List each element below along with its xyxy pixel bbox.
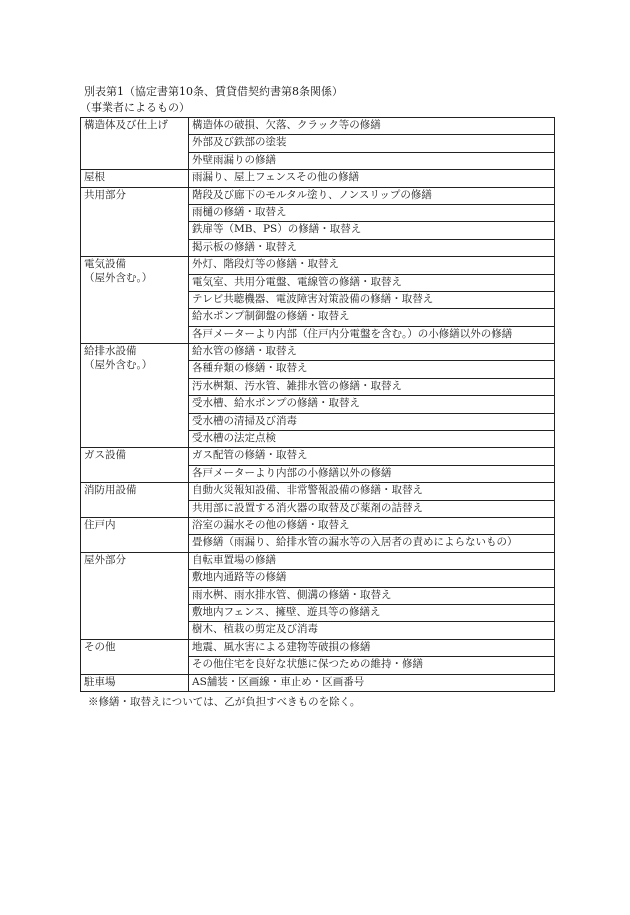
item-cell: 外灯、階段灯等の修繕・取替え (189, 257, 555, 274)
item-cell: 受水槽の法定点検 (189, 431, 555, 448)
table-row (81, 344, 555, 361)
category-cell (81, 674, 189, 691)
item-cell: 各種弁類の修繕・取替え (189, 361, 555, 378)
item-cell: 敷地内通路等の修繕 (189, 570, 555, 587)
item-cell: 自転車置場の修繕 (189, 552, 555, 569)
item-cell: 各戸メーターより内部（住戸内分電盤を含む。）の小修繕以外の修繕 (189, 326, 555, 343)
item-cell: 雨樋の修繕・取替え (189, 204, 555, 221)
category-label: 構造体及び仕上げ (84, 119, 168, 131)
item-cell: 階段及び廊下のモルタル塗り、ノンスリップの修繕 (189, 187, 555, 204)
repair-responsibility-table (80, 117, 555, 692)
category-cell (81, 257, 189, 344)
item-cell: 雨漏り、屋上フェンスその他の修繕 (189, 170, 555, 187)
item-cell: 雨水桝、雨水排水管、側溝の修繕・取替え (189, 587, 555, 604)
category-label: 給排水設備 (84, 345, 137, 358)
item-cell: テレビ共聴機器、電波障害対策設備の修繕・取替え (189, 291, 555, 308)
item-cell: 浴室の漏水その他の修繕・取替え (189, 517, 555, 534)
table-row (81, 674, 555, 691)
category-cell (81, 552, 189, 639)
category-label: ガス設備 (84, 449, 126, 462)
category-cell (81, 170, 189, 187)
item-cell: 受水槽の清掃及び消毒 (189, 413, 555, 430)
table-row (81, 517, 555, 534)
table-row (81, 170, 555, 187)
category-label: 電気設備 (84, 258, 126, 271)
table-row (81, 118, 555, 135)
item-cell: 自動火災報知設備、非常警報設備の修繕・取替え (189, 483, 555, 500)
item-cell: 樹木、植栽の剪定及び消毒 (189, 622, 555, 639)
category-cell (81, 517, 189, 552)
category-label: 屋外部分 (84, 553, 126, 566)
item-cell: 構造体の破損、欠落、クラック等の修繕 (189, 118, 555, 135)
item-cell: 敷地内フェンス、擁壁、遊具等の修繕え (189, 604, 555, 621)
document-title: 別表第1（協定書第10条、賃貸借契約書第8条関係） (84, 85, 343, 98)
table-row (81, 257, 555, 274)
category-label: 消防用設備 (84, 484, 137, 497)
item-cell: 掲示板の修繕・取替え (189, 239, 555, 256)
footnote: ※修繕・取替えについては、乙が負担すべきものを除く。 (88, 695, 361, 708)
category-cell (81, 187, 189, 257)
item-cell: 給水ポンプ制御盤の修繕・取替え (189, 309, 555, 326)
item-cell: 各戸メーターより内部の小修繕以外の修繕 (189, 465, 555, 482)
category-label: 共用部分 (84, 188, 126, 201)
category-label: 屋根 (84, 171, 105, 184)
item-cell: 電気室、共用分電盤、電線管の修繕・取替え (189, 274, 555, 291)
item-cell: 地震、風水害による建物等破損の修繕 (189, 639, 555, 656)
category-cell (81, 344, 189, 448)
table-row (81, 639, 555, 656)
item-cell: ガス配管の修繕・取替え (189, 448, 555, 465)
category-label: （屋外含む。） (84, 272, 153, 285)
table-row (81, 552, 555, 569)
table-row (81, 483, 555, 500)
item-cell: 共用部に設置する消火器の取替及び薬剤の詰替え (189, 500, 555, 517)
item-cell: AS舗装・区画線・車止め・区画番号 (189, 674, 555, 691)
category-label: 駐車場 (84, 675, 116, 688)
category-cell (81, 483, 189, 518)
item-cell: その他住宅を良好な状態に保つための維持・修繕 (189, 657, 555, 674)
table-body (81, 118, 555, 692)
category-cell (81, 639, 189, 674)
document-page (80, 84, 555, 710)
category-cell (81, 118, 189, 170)
category-cell (81, 448, 189, 483)
item-cell: 外壁雨漏りの修繕 (189, 152, 555, 169)
table-row (81, 187, 555, 204)
category-label: その他 (84, 640, 116, 653)
item-cell: 汚水桝類、汚水管、雑排水管の修繕・取替え (189, 378, 555, 395)
category-label: （屋外含む。） (84, 359, 153, 372)
item-cell: 受水槽、給水ポンプの修繕・取替え (189, 396, 555, 413)
document-subtitle: （事業者によるもの） (80, 101, 190, 114)
item-cell: 鉄扉等（MB、PS）の修繕・取替え (189, 222, 555, 239)
item-cell: 畳修繕（雨漏り、給排水管の漏水等の入居者の責めによらないもの） (189, 535, 555, 552)
item-cell: 給水管の修繕・取替え (189, 344, 555, 361)
table-row (81, 448, 555, 465)
item-cell: 外部及び鉄部の塗装 (189, 135, 555, 152)
category-label: 住戸内 (84, 518, 116, 531)
